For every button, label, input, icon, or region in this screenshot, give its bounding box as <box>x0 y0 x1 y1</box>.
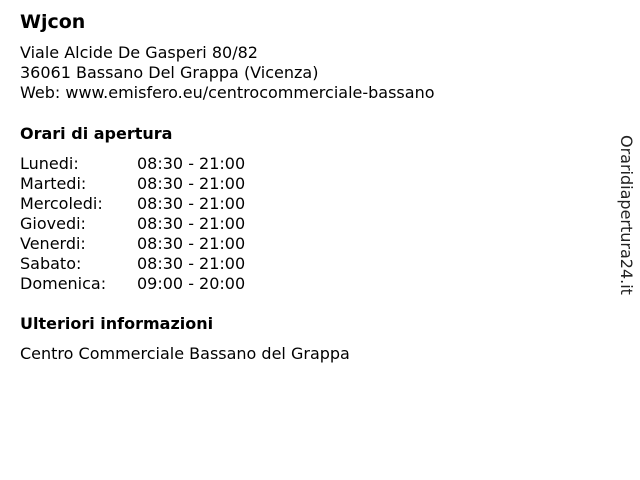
hours-time: 08:30 - 21:00 <box>137 234 246 253</box>
site-watermark: Oraridiapertura24.it <box>617 135 636 295</box>
address-city: 36061 Bassano Del Grappa (Vicenza) <box>20 63 319 82</box>
hours-day: Sabato: <box>20 254 82 273</box>
hours-day: Mercoledi: <box>20 194 103 213</box>
hours-row-sunday <box>20 274 245 294</box>
shop-website[interactable]: Web: www.emisfero.eu/centrocommerciale-bassano <box>20 83 435 102</box>
hours-row-friday <box>20 234 245 254</box>
opening-hours-list <box>20 154 245 294</box>
hours-time: 08:30 - 21:00 <box>137 154 246 173</box>
hours-time: 08:30 - 21:00 <box>137 194 246 213</box>
more-info-title: Ulteriori informazioni <box>20 314 214 333</box>
hours-row-wednesday <box>20 194 245 214</box>
hours-day: Domenica: <box>20 274 107 293</box>
shop-name: Wjcon <box>20 11 86 33</box>
hours-row-tuesday <box>20 174 245 194</box>
hours-day: Lunedi: <box>20 154 79 173</box>
hours-row-monday <box>20 154 245 174</box>
hours-time: 08:30 - 21:00 <box>137 174 246 193</box>
hours-time: 09:00 - 20:00 <box>137 274 246 293</box>
opening-hours-title: Orari di apertura <box>20 124 173 143</box>
hours-day: Venerdi: <box>20 234 86 253</box>
hours-time: 08:30 - 21:00 <box>137 214 246 233</box>
address-street: Viale Alcide De Gasperi 80/82 <box>20 43 258 62</box>
hours-day: Martedi: <box>20 174 87 193</box>
hours-time: 08:30 - 21:00 <box>137 254 246 273</box>
more-info-text: Centro Commerciale Bassano del Grappa <box>20 344 350 363</box>
hours-row-saturday <box>20 254 245 274</box>
hours-row-thursday <box>20 214 245 234</box>
shop-address <box>20 43 435 103</box>
hours-day: Giovedi: <box>20 214 86 233</box>
